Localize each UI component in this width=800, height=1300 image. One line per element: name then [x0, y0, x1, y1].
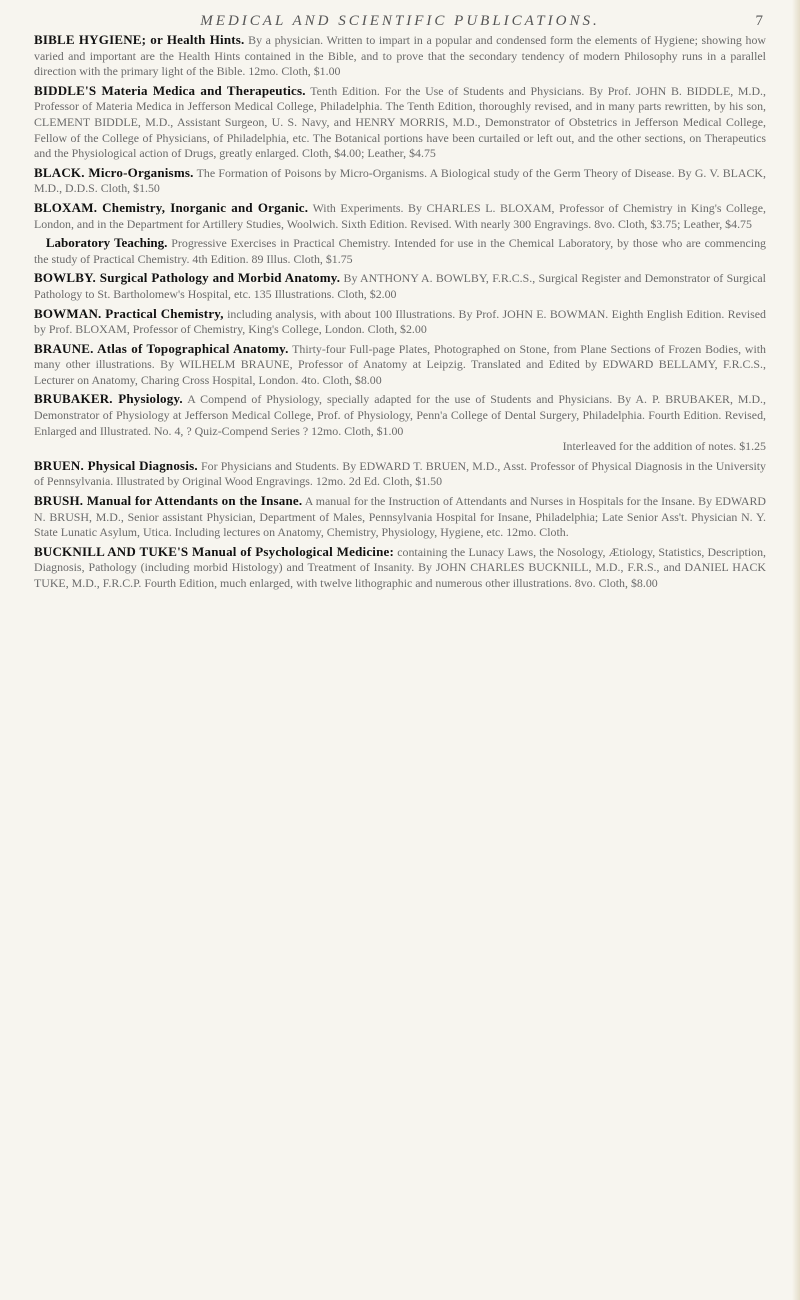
catalog-entry-bowlby: [34, 270, 766, 302]
entry-heading: BRUEN. Physical Diagnosis.: [34, 457, 198, 473]
catalog-entry-brubaker: [34, 391, 766, 439]
catalog-entry-laboratory-teaching: [34, 235, 766, 267]
entry-heading: BRAUNE. Atlas of Topographical Anatomy.: [34, 340, 289, 356]
catalog-entry-bowman: [34, 306, 766, 338]
entry-heading: BRUBAKER. Physiology.: [34, 391, 183, 407]
running-head: [34, 10, 766, 32]
entry-heading: BLACK. Micro-Organisms.: [34, 164, 194, 180]
entry-description: A manual for the Instruction of Attendants and Nurses in Hospitals for the Insane. By EDWARD N. BRUSH, M.D., Senior assistant Physician, Department of Males, Pennsylvania Hospital for Insane, Philadelphia; Late Senior Ass't. Physician N. Y. State Lunatic Asylum, Utica. Including lectures on Anatomy, Chemistry, Physiology, Hygiene, etc. 12mo.: [34, 494, 766, 540]
catalog-page: [34, 10, 766, 595]
entry-heading: BIDDLE'S Materia Medica and Therapeutics.: [34, 82, 306, 98]
catalog-entry-brush: [34, 493, 766, 541]
entry-price: Cloth, $2.00: [337, 286, 397, 301]
entry-price: Cloth, $3.75; Leather, $4.75: [618, 216, 752, 231]
catalog-entry-braune: [34, 341, 766, 389]
entry-heading: BRUSH. Manual for Attendants on the Insane.: [34, 493, 303, 509]
entry-price: Cloth, $8.00: [322, 372, 382, 387]
entry-description: Progressive Exercises in Practical Chemistry. Intended for use in the Chemical Laboratory, by those who are commencing the study of Practical Chemistry. 4th Edition. 89 Illus.: [34, 236, 766, 266]
entry-price: Cloth, $1.00: [344, 423, 404, 438]
catalog-entry-bloxam: [34, 200, 766, 232]
interleaved-note: Interleaved for the addition of notes. $1.25: [562, 439, 766, 454]
entry-heading: BOWMAN. Practical Chemistry,: [34, 305, 224, 321]
entry-description: containing the Lunacy Laws, the Nosology, Ætiology, Statistics, Description, Diagnosis, Pathology (including morbid Histology) and Treatment of Insanity. By JOHN CHARLES BUCKNILL, M.D., F.R.S., and DANIEL HACK TUKE, M.D., F.R.C.P. Fourth Edition, much enlarged, with twelve lithographic and numerous other illustrations. 8vo.: [34, 544, 766, 590]
catalog-entry-bruen: [34, 458, 766, 490]
catalog-entry-bucknill-tuke: [34, 544, 766, 592]
entry-price: Cloth, $1.50: [100, 181, 160, 196]
entry-price: Cloth, $2.00: [367, 322, 427, 337]
entry-price: Cloth, $8.00: [598, 576, 658, 590]
entry-price: Cloth, $1.00: [281, 64, 341, 79]
entry-description: With Experiments. By CHARLES L. BLOXAM, Professor of Chemistry in King's College, London, and in the Department for Artillery Studies, Woolwich. Sixth Edition. Revised. With nearly 300 Engravings. 8vo.: [34, 200, 766, 231]
entry-heading: BLOXAM. Chemistry, Inorganic and Organic.: [34, 199, 309, 215]
entry-description: A Compend of Physiology, specially adapted for the use of Students and Physicians. By A. P. BRUBAKER, M.D., Demonstrator of Physiology at Jefferson Medical College, Prof. of Physiology, Penn'a College of Dental Surgery, Philadelphia. Fourth Edition. Revised, Enlarged and Illustrated. No. 4, ? Quiz-Compend Series ? 12mo.: [34, 392, 766, 438]
page-edge-shadow: [792, 0, 800, 1300]
running-head-title: MEDICAL AND SCIENTIFIC PUBLICATIONS.: [200, 13, 600, 29]
entry-price: Cloth, $1.75: [293, 251, 353, 266]
entry-description: For Physicians and Students. By EDWARD T. BRUEN, M.D., Asst. Professor of Physical Diagnosis in the University of Pennsylvania. Illustrated by Original Wood Engravings. 12mo. 2d Ed.: [34, 458, 766, 489]
entry-description: Tenth Edition. For the Use of Students and Physicians. By Prof. JOHN B. BIDDLE, M.D., Professor of Materia Medica in Jefferson Medical College, Philadelphia. The Tenth Edition, thoroughly revised, and in many parts rewritten, by his son, CLEMENT BIDDLE, M.D., Assistant Surgeon, U. S. Navy, and HENRY MORRIS, M.D., Demonstrator of Obstetrics in Jefferson Medical College, Fellow of the College of Physicians, of Philadelphia, etc. The Botanical portions have been curtailed or left out, and the other sections, on Therapeutics and the Physiological action of Drugs, greatly enlarged.: [34, 83, 766, 161]
page-number: 7: [755, 13, 766, 29]
entry-description: By ANTHONY A. BOWLBY, F.R.C.S., Surgical Register and Demonstrator of Surgical Pathology to St. Bartholomew's Hospital, etc. 135 Illustrations.: [34, 271, 766, 301]
entry-price: Cloth, $1.50: [382, 474, 443, 489]
entry-price: Cloth, $4.00; Leather, $4.75: [301, 146, 436, 161]
entry-description: By a physician. Written to impart in a popular and condensed form the elements of Hygiene; showing how varied and important are the Health Hints contained in the Bible, and to prove that the secondary tendency of modern Philosophy runs in a parallel direction with the primary light of the Bible. 12mo.: [34, 33, 766, 79]
catalog-entry-black: [34, 165, 766, 197]
entry-description: The Formation of Poisons by Micro-Organisms. A Biological study of the Germ Theory of Disease. By G. V. BLACK, M.D., D.D.S.: [34, 165, 766, 196]
entry-heading: BOWLBY. Surgical Pathology and Morbid Anatomy.: [34, 270, 341, 286]
entry-description: Thirty-four Full-page Plates, Photographed on Stone, from Plane Sections of Frozen Bodies, with many other illustrations. By WILHELM BRAUNE, Professor of Anatomy at Leipzig. Translated and Edited by EDWARD BELLAMY, F.R.C.S., Lecturer on Anatomy, Charing Cross Hospital, London. 4to.: [34, 341, 767, 387]
entry-description: including analysis, with about 100 Illustrations. By Prof. JOHN E. BOWMAN. Eighth English Edition. Revised by Prof. BLOXAM, Professor of Chemistry, King's College, London.: [34, 306, 766, 337]
entry-price: Cloth.: [539, 525, 569, 540]
entry-heading: BIBLE HYGIENE; or Health Hints.: [34, 32, 245, 47]
entry-heading: Laboratory Teaching.: [45, 235, 168, 251]
entry-heading: BUCKNILL AND TUKE'S Manual of Psychological Medicine:: [34, 543, 395, 559]
catalog-entry-biddle: [34, 83, 766, 162]
catalog-entry-bible-hygiene: [34, 32, 766, 80]
